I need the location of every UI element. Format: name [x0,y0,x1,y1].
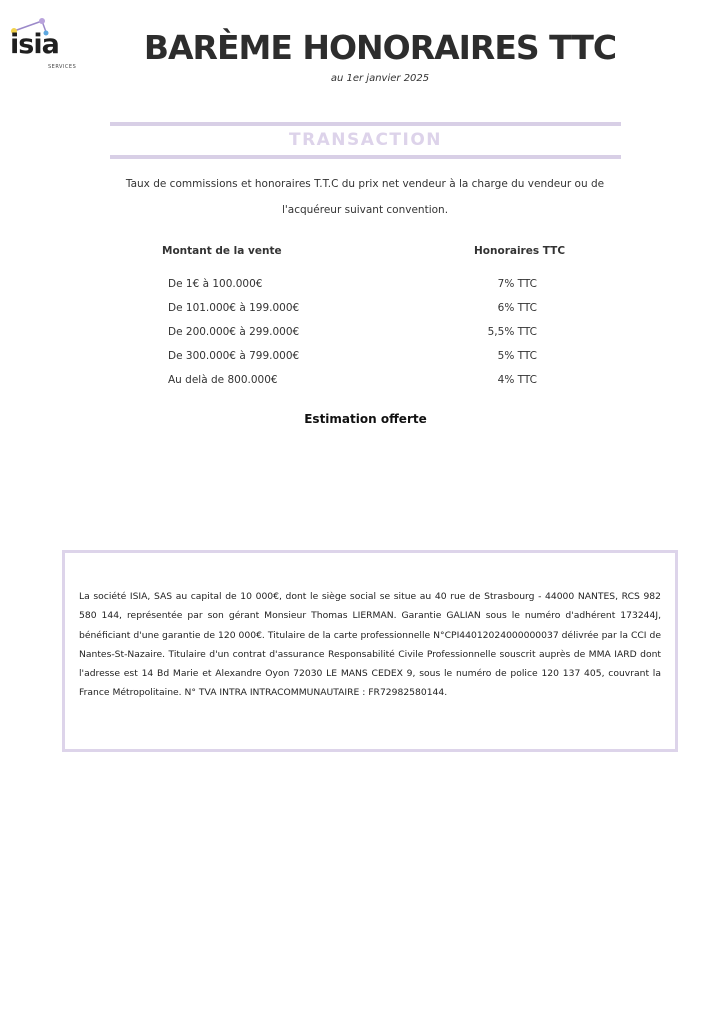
legal-notice-text: La société ISIA, SAS au capital de 10 000€, dont le siège social se situe au 40 rue de Strasbourg - 44000 NANTES, RCS 982 580 144, représentée par son gérant Monsieur Thomas LIERMAN. Garantie GALIAN sous le numéro d'adhérent 173244J, bénéficiant d'une garantie de 120 000€. Titulaire de la carte professionnelle N°CPI44012024000000037 délivrée par la CCI de Nantes-St-Nazaire. Titulaire d'un contrat d'assurance Responsabilité Civile Professionnelle souscrit auprès de MMA IARD dont l'adresse est 14 Bd Marie et Alexandre Oyon 72030 LE MANS CEDEX 9, sous le numéro de police 120 137 405, couvrant la France Métropolitaine. N° TVA INTRA INTRACOMMUNAUTAIRE : FR72982580144. [79,591,661,699]
section-title: TRANSACTION [288,130,443,150]
table-row [0,274,721,298]
row-fee: 4% TTC [497,374,537,386]
estimate-note: Estimation offerte [304,412,427,426]
header-fee: Honoraires TTC [474,245,566,257]
row-amount: De 300.000€ à 799.000€ [168,350,300,362]
row-amount: De 1€ à 100.000€ [168,278,263,290]
row-amount: De 200.000€ à 299.000€ [168,326,300,338]
intro-text [125,171,605,223]
row-fee: 5% TTC [497,350,537,362]
table-row [0,322,721,346]
section-rule-top [110,122,621,126]
section-rule-bottom [110,155,621,159]
row-fee: 7% TTC [497,278,537,290]
fee-table [0,274,721,394]
logo-wordmark: isia [10,29,59,60]
table-row [0,298,721,322]
page-title: BARÈME HONORAIRES TTC [143,28,617,67]
intro-line-2: l'acquéreur suivant convention. [281,204,449,216]
legal-notice-box [62,550,678,752]
row-amount: De 101.000€ à 199.000€ [168,302,300,314]
table-row [0,370,721,394]
logo-subtext: SERVICES [48,64,77,70]
table-row [0,346,721,370]
intro-line-1: Taux de commissions et honoraires T.T.C du prix net vendeur à la charge du vendeur ou de [125,178,605,190]
company-logo [8,16,77,72]
header-amount: Montant de la vente [162,245,282,257]
row-fee: 5,5% TTC [487,326,537,338]
row-amount: Au delà de 800.000€ [168,374,278,386]
row-fee: 6% TTC [497,302,537,314]
effective-date: au 1er janvier 2025 [330,73,430,84]
